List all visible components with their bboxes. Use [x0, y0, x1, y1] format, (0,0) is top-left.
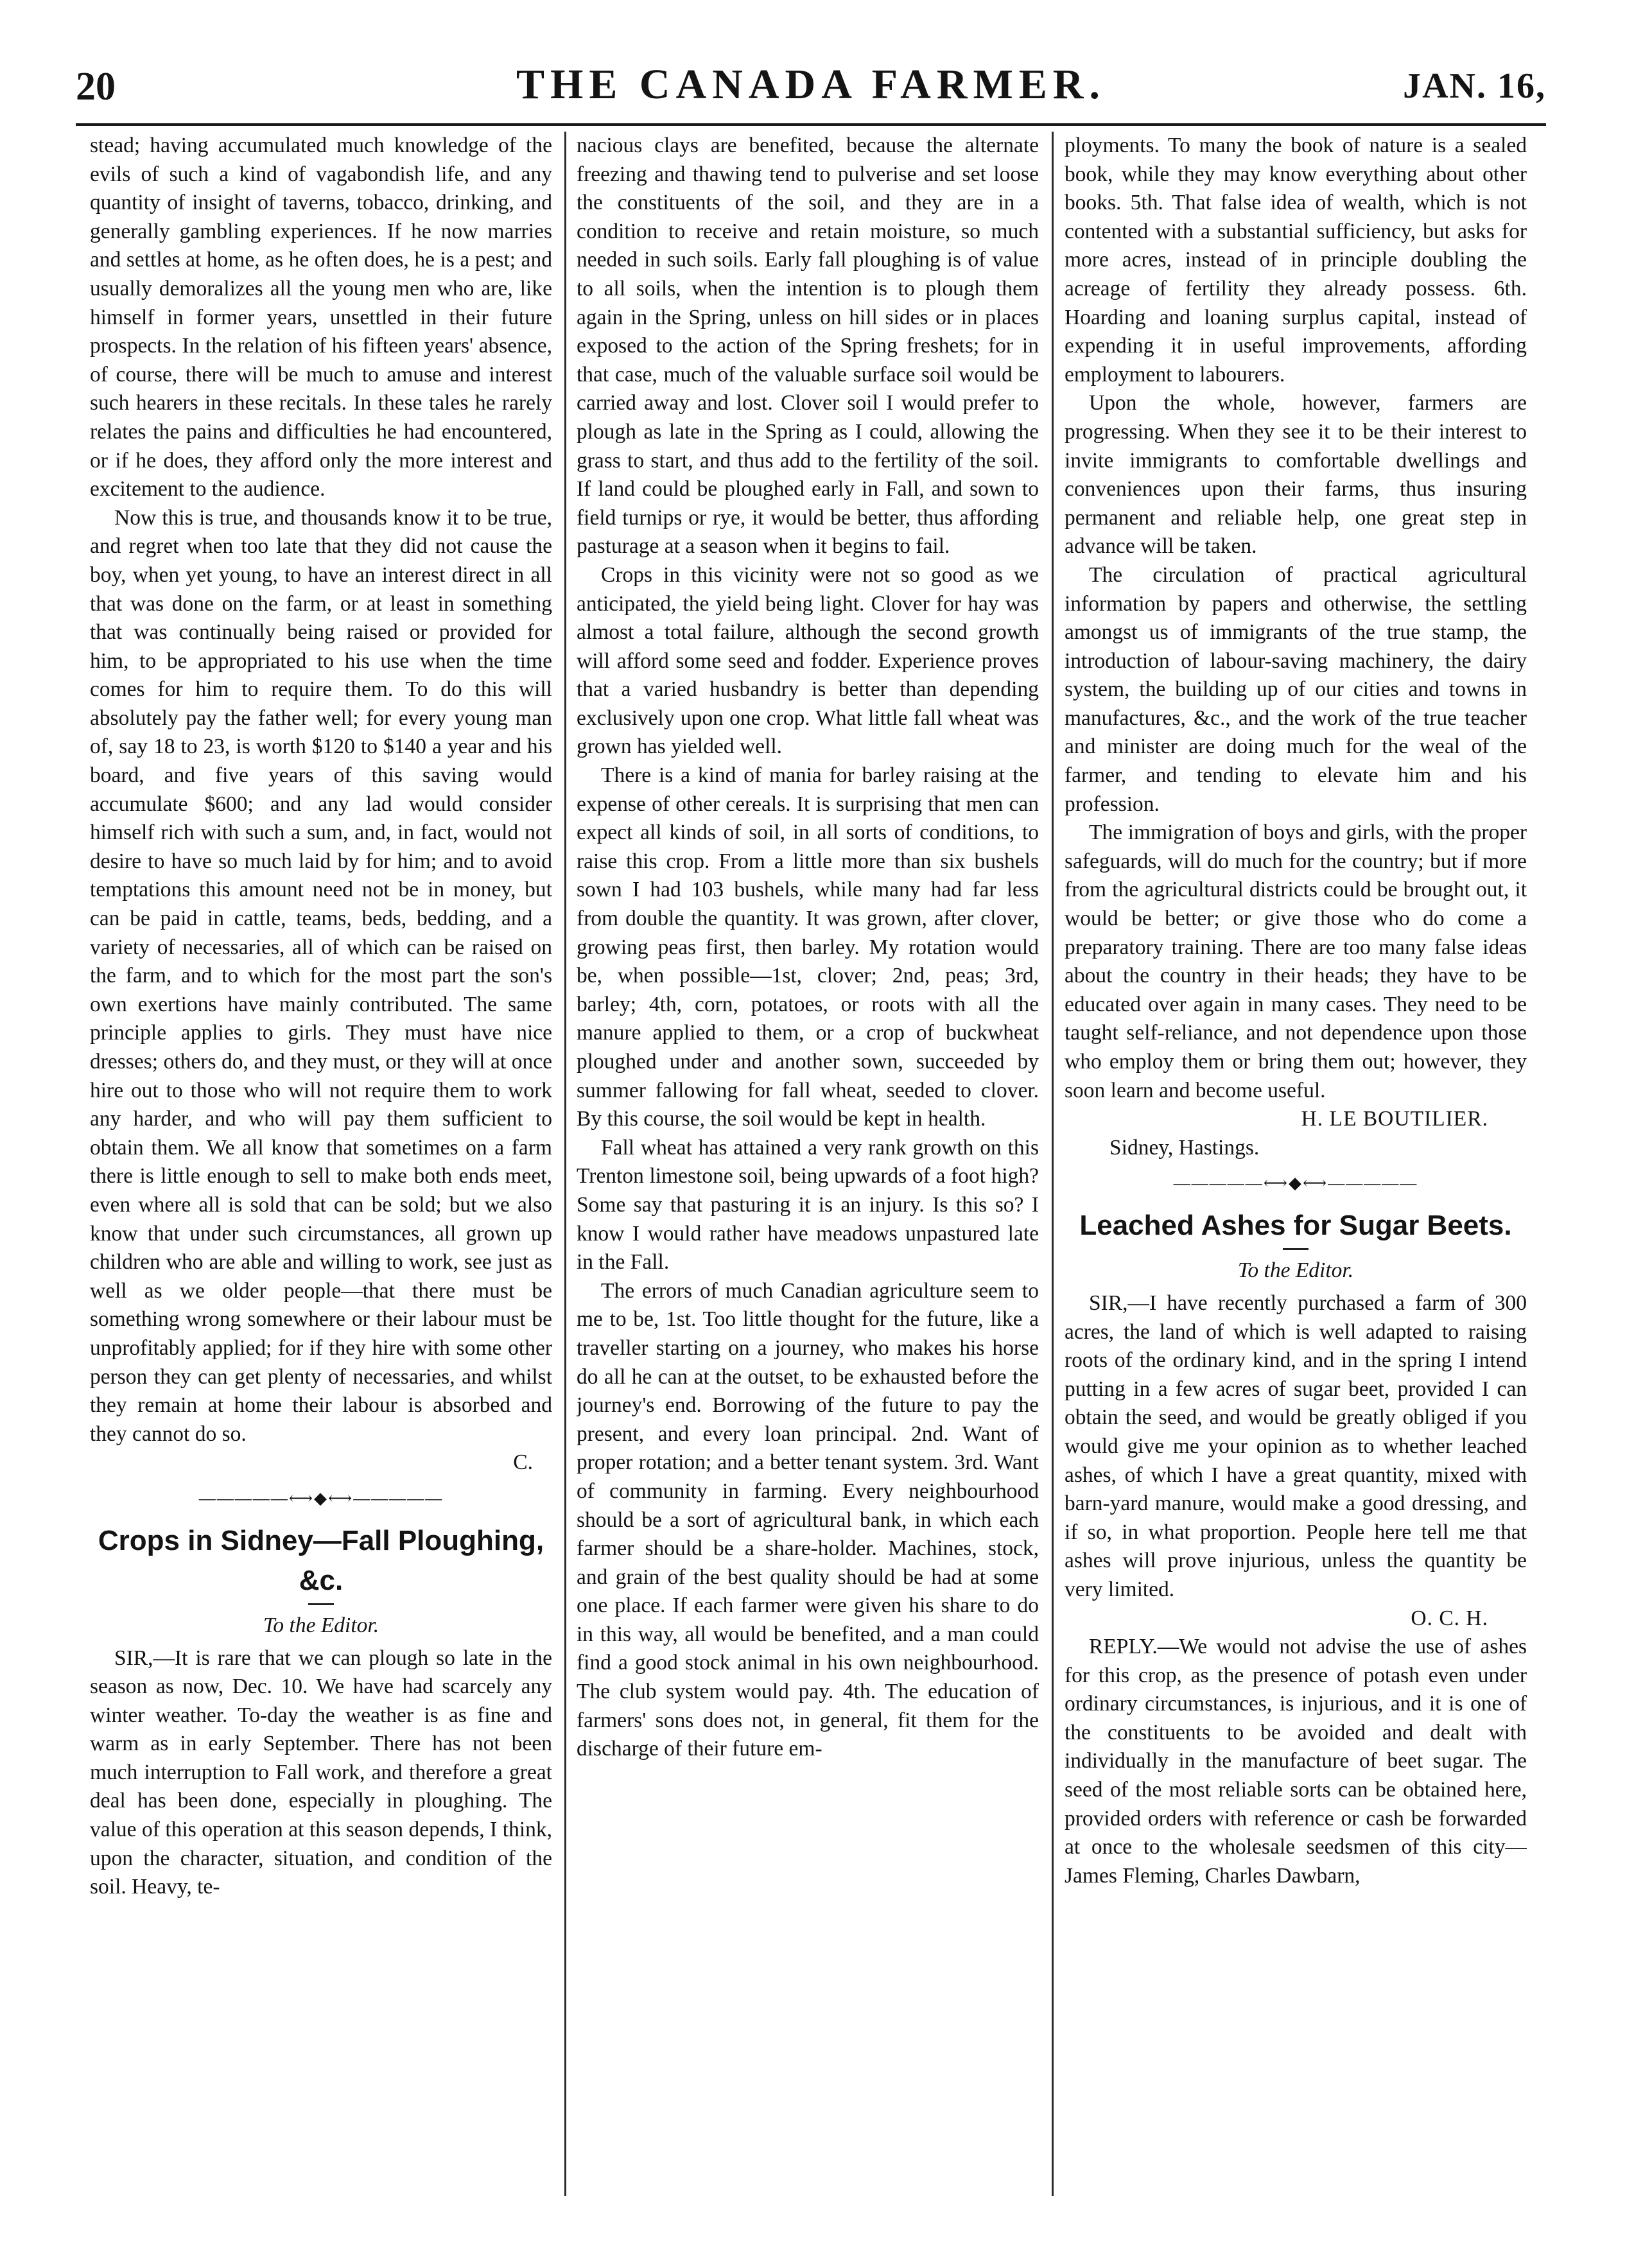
- to-the-editor: To the Editor.: [1237, 1258, 1354, 1283]
- header-rule: [76, 123, 1546, 126]
- heading-rule: [1283, 1248, 1309, 1250]
- to-the-editor: To the Editor.: [263, 1613, 379, 1637]
- column-3: [1065, 132, 1527, 2186]
- paragraph: REPLY.—We would not advise the use of ashes for this crop, as the presence of potash even under ordinary circumstances, is injurious, and it is one of the constituents to be avoided and dealt with individually in the manufacture of beet sugar. The seed of the most reliable sorts can be obtained here, provided orders with reference or cash be forwarded at once to the wholesale seedsmen of this city—James Fleming, Charles Dawbarn,: [1065, 1635, 1527, 1888]
- paragraph: SIR,—It is rare that we can plough so late in the season as now, Dec. 10. We have had scarcely any winter weather. To-day the weather is as fine and warm as in early September. There has not been much interruption to Fall work, and therefore a great deal has been done, especially in ploughing. The value of this operation at this season depends, I think, upon the character, situation, and condition of the soil. Heavy, te-: [90, 1646, 552, 1899]
- paragraph: The errors of much Canadian agriculture seem to me to be, 1st. Too little thought for the future, like a traveller starting on a journey, who makes his horse do all he can at the outset, to be exhausted before the journey's end. Borrowing of the future to pay the present, and every loan principal. 2nd. Want of proper rotation; and a better tenant system. 3rd. Want of community in farming. Every neighbourhood should be a sort of agricultural bank, in which each farmer should be a share-holder. Machines, stock, and grain of the best quality should be had at some one place. If each farmer were given his share to do in this way, all would be benefited, and a man could find a good stock animal in his own neighbourhood. The club system would pay. 4th. The education of farmers' sons does not, in general, fit them for the discharge of their future em-: [577, 1278, 1039, 1761]
- section-ornament: —————⟷◆⟷—————: [198, 1488, 444, 1508]
- signature: O. C. H.: [1411, 1606, 1488, 1630]
- column-2: [577, 132, 1039, 2186]
- paragraph: Upon the whole, however, farmers are progressing. When they see it to be their interest to invite immigrants to comfortable dwellings and conveniences upon their farms, thus insuring permanent and reliable help, one great step in advance will be taken.: [1065, 391, 1527, 559]
- section-ornament: —————⟷◆⟷—————: [1173, 1174, 1418, 1193]
- paragraph: stead; having accumulated much knowledge of the evils of such a kind of vagabondish life, and any quantity of insight of taverns, tobacco, drinking, and generally gambling experiences. If he now marries and settles at home, as he often does, he is a pest; and usually demoralizes all the young men who are, like himself in former years, unsettled in their future prospects. In the relation of his fifteen years' absence, of course, there will be much to amuse and interest such hearers in these recitals. In these tales he rarely relates the pains and difficulties he had encountered, or if he does, they afford only the more interest and excitement to the audience.: [90, 134, 552, 501]
- issue-date: JAN. 16,: [1403, 66, 1546, 106]
- column-1: [90, 132, 552, 2186]
- paragraph: nacious clays are benefited, because the alternate freezing and thawing tend to pulverise and set loose the constituents of the soil, and they are in a condition to receive and retain moisture, so much needed in such soils. Early fall ploughing is of value to all soils, when the intention is to plough them again in the Spring, unless on hill sides or in places exposed to the action of the Spring freshets; for in that case, much of the valuable surface soil would be carried away and lost. Clover soil I would prefer to plough as late in the Spring as I could, allowing the grass to start, and thus add to the fertility of the soil. If land could be ploughed early in Fall, and sown to field turnips or rye, it would be better, thus affording pasturage at a season when it begins to fail.: [577, 134, 1039, 559]
- signature: H. LE BOUTILIER.: [1301, 1107, 1488, 1131]
- paragraph: The circulation of practical agricultural information by papers and otherwise, the settling amongst us of immigrants of the true stamp, the introduction of labour-saving machinery, the dairy system, the building up of our cities and towns in manufactures, &c., and the work of the true teacher and minister are doing much for the weal of the farmer, and tending to elevate him and his profession.: [1065, 562, 1527, 816]
- article-heading: Leached Ashes for Sugar Beets.: [1079, 1210, 1512, 1242]
- page-number: 20: [76, 65, 116, 109]
- newspaper-title: THE CANADA FARMER.: [516, 61, 1106, 108]
- paragraph: Crops in this vicinity were not so good as we anticipated, the yield being light. Clover for hay was almost a total failure, although the second growth will afford some seed and fodder. Experience proves that a varied husbandry is better than depending exclusively upon one crop. What little fall wheat was grown has yielded well.: [577, 562, 1039, 759]
- signature-place: Sidney, Hastings.: [1109, 1135, 1260, 1160]
- column-divider: [1052, 132, 1054, 2196]
- article-heading: Crops in Sidney—Fall Ploughing, &c.: [98, 1524, 544, 1596]
- paragraph: There is a kind of mania for barley raising at the expense of other cereals. It is surprising that men can expect all kinds of soil, in all sorts of conditions, to raise this crop. From a little more than six bushels sown I had 103 bushels, while many had far less from double the quantity. It was grown, after clover, growing peas first, then barley. My rotation would be, when possible—1st, clover; 2nd, peas; 3rd, barley; 4th, corn, potatoes, or roots with all the manure applied to them, or a crop of buckwheat ploughed under and another sown, succeeded by summer fallowing for fall wheat, seeded to clover. By this course, the soil would be kept in health.: [577, 763, 1039, 1131]
- heading-rule: [308, 1603, 334, 1605]
- signature: C.: [513, 1450, 533, 1475]
- paragraph: Now this is true, and thousands know it to be true, and regret when too late that they did not cause the boy, when yet young, to have an interest direct in all that was done on the farm, or at least in something that was continually being raised or provided for him, to be appropriated to his use when the time comes for him to require them. To do this will absolutely pay the father well; for every young man of, say 18 to 23, is worth $120 to $140 a year and his board, and five years of this saving would accumulate $600; and any lad would consider himself rich with such a sum, and, in fact, would not desire to have so much laid by for him; and to avoid temptations this amount need not be in money, but can be paid in cattle, teams, beds, bedding, and a variety of necessaries, all of which can be raised on the farm, and to which for the most part the son's own exertions have mainly contributed. The same principle applies to girls. They must have nice dresses; others do, and they must, or they will at once hire out to those who will not require them to work any harder, and who will pay them sufficient to obtain them. We all know that sometimes on a farm there is little enough to sell to make both ends meet, even where all is sold that can be sold; but we also know that under such circumstances, all grown up children who are able and willing to work, see just as well as we older people—that there must be something wrong somewhere or their labour must be unprofitably applied; for if they hire with some other person they can get plenty of necessaries, and whilst they remain at home their labour is absorbed and they cannot do so.: [90, 505, 552, 1446]
- paragraph: The immigration of boys and girls, with the proper safeguards, will do much for the country; but if more from the agricultural districts could be brought out, it would be better; or give those who do come a preparatory training. There are too many false ideas about the country in their heads; they have to be educated over again in many cases. They need to be taught self-reliance, and not dependence upon those who employ them or bring them out; however, they soon learn and become useful.: [1065, 821, 1527, 1102]
- masthead: [76, 55, 1546, 119]
- paragraph: Fall wheat has attained a very rank growth on this Trenton limestone soil, being upwards of a foot high? Some say that pasturing it is an injury. Is this so? I know I would rather have meadows unpastured late in the Fall.: [577, 1135, 1039, 1274]
- column-divider: [564, 132, 566, 2196]
- paragraph: SIR,—I have recently purchased a farm of 300 acres, the land of which is well adapted to raising roots of the ordinary kind, and in the spring I intend putting in a few acres of sugar beet, provided I can obtain the seed, and would be greatly obliged if you would give me your opinion as to whether leached ashes, of which I have a great quantity, mixed with barn-yard manure, would make a good dressing, and if so, in what proportion. People here tell me that ashes will prove injurious, unless the quantity be very limited.: [1065, 1291, 1527, 1601]
- paragraph: ployments. To many the book of nature is a sealed book, while they may know everything about other books. 5th. That false idea of wealth, which is not contented with a substantial sufficiency, but asks for more acres, instead of in principle doubling the acreage of fertility they already possess. 6th. Hoarding and loaning surplus capital, instead of expending it in useful improvements, affording employment to labourers.: [1065, 134, 1527, 387]
